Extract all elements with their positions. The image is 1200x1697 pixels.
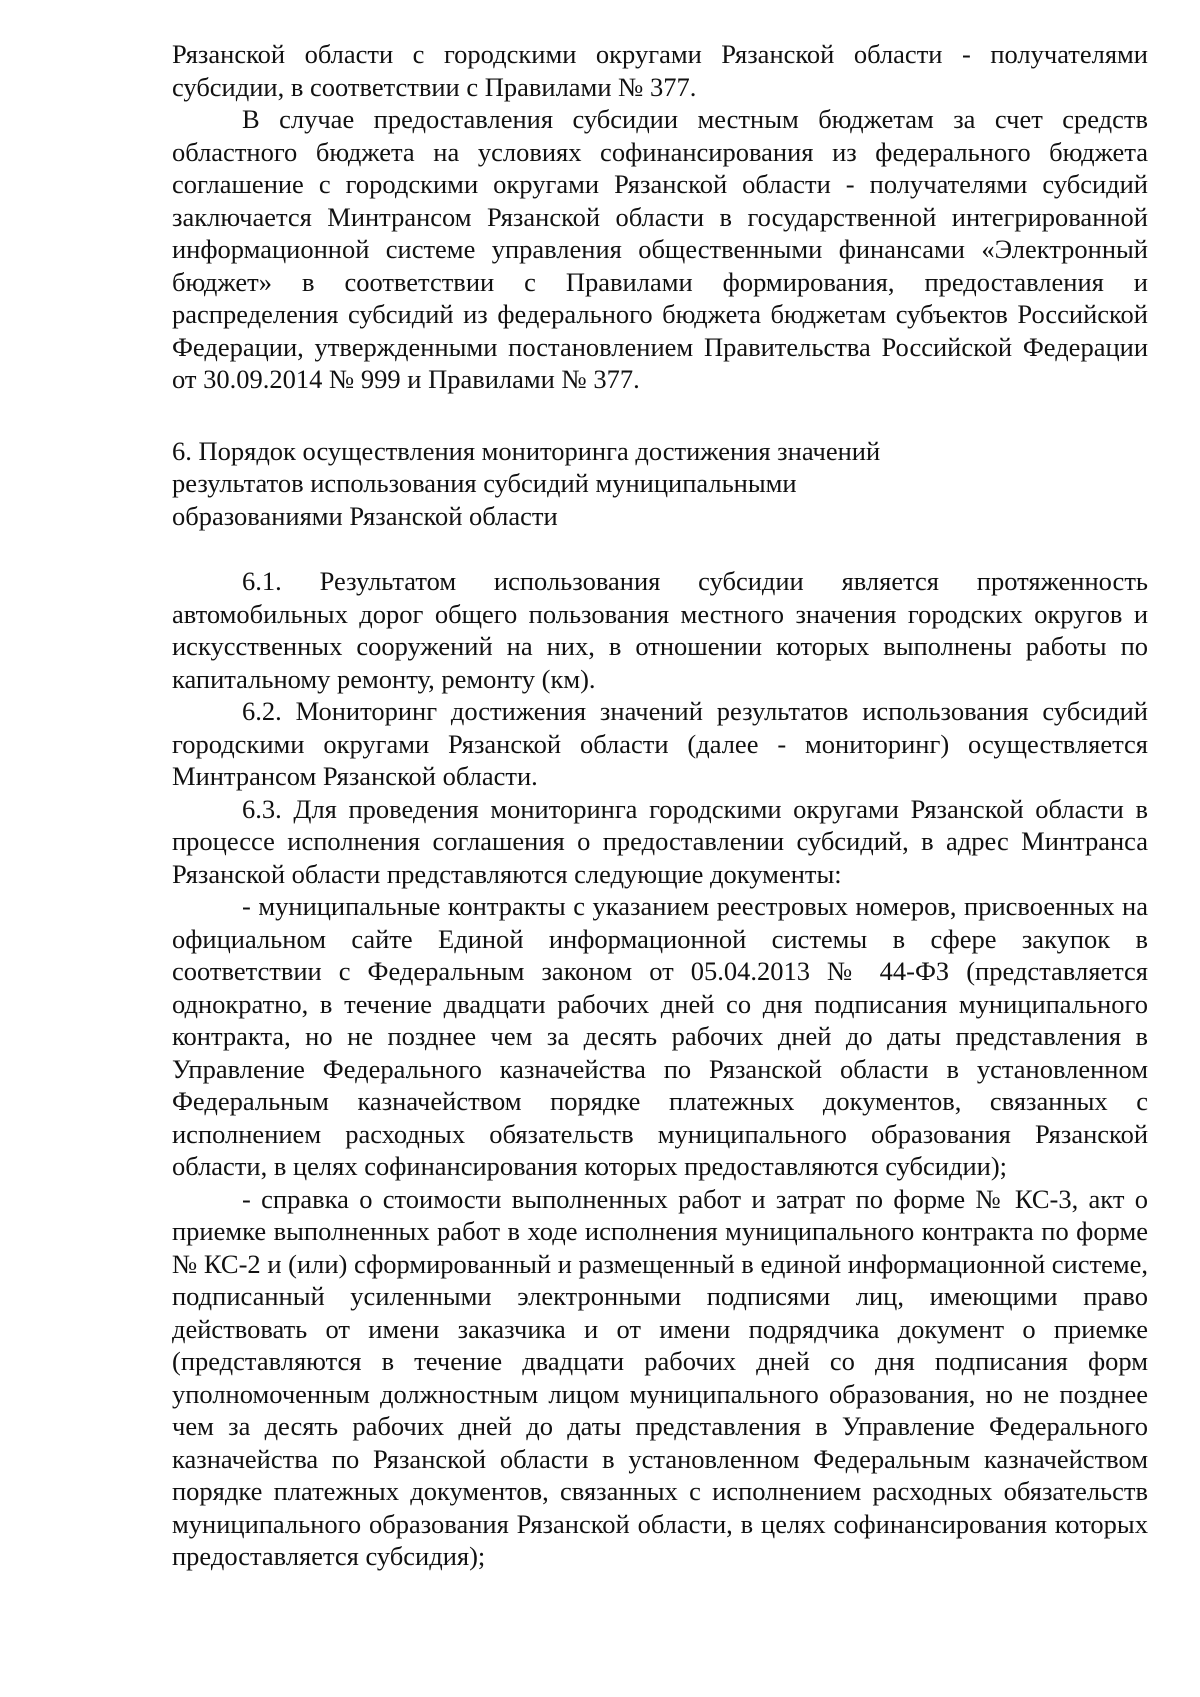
section-heading: [172, 435, 1148, 533]
paragraph-6-3: 6.3. Для проведения мониторинга городскими округами Рязанской области в процессе исполнения соглашения о предоставлении субсидий, в адрес Минтранса Рязанской области представляются следующие документы:: [172, 793, 1148, 889]
section-heading-line-3: образованиями Рязанской области: [172, 500, 558, 531]
paragraph-6-2: 6.2. Мониторинг достижения значений результатов использования субсидий городскими округами Рязанской области (далее - мониторинг) осуществляется Минтрансом Рязанской области.: [172, 696, 1148, 791]
paragraph-subsidy-case: В случае предоставления субсидии местным бюджетам за счет средств областного бюджета на условиях софинансирования из федерального бюджета соглашение с городскими округами Рязанской области - получателями субсидий заключается Минтрансом Рязанской области в государственной интегрированной информационной системе управления общественными финансами «Электронный бюджет» в соответствии с Правилами формирования, предоставления и распределения субсидий из федерального бюджета бюджетам субъектов Российской Федерации, утвержденными постановлением Правительства Российской Федерации от 30.09.2014 № 999 и Правилами № 377.: [172, 104, 1148, 394]
document-page: [172, 38, 1148, 1573]
list-item-municipal-contracts: - муниципальные контракты с указанием реестровых номеров, присвоенных на официальном сайте Единой информационной системы в сфере закупок в соответствии с Федеральным законом от 05.04.2013 № 44-ФЗ (представляется однократно, в течение двадцати рабочих дней со дня подписания муниципального контракта, но не позднее чем за десять рабочих дней до даты представления в Управление Федерального казначейства по Рязанской области в установленном Федеральным казначейством порядке платежных документов, связанных с исполнением расходных обязательств муниципального образования Рязанской области, в целях софинансирования которых предоставляются субсидии);: [172, 891, 1148, 1181]
section-heading-line-2: результатов использования субсидий муниципальными: [172, 468, 797, 498]
paragraph-6-1: 6.1. Результатом использования субсидии является протяженность автомобильных дорог общего пользования местного значения городских округов и искусственных сооружений на них, в отношении которых выполнены работы по капитальному ремонту, ремонту (км).: [172, 566, 1148, 694]
paragraph-intro: Рязанской области с городскими округами Рязанской области - получателями субсидии, в соответствии с Правилами № 377.: [172, 39, 1148, 102]
list-item-ks3-certificate: - справка о стоимости выполненных работ и затрат по форме № КС-3, акт о приемке выполненных работ в ходе исполнения муниципального контракта по форме № КС-2 и (или) сформированный и размещенный в единой информационной системе, подписанный усиленными электронными подписями лиц, имеющими право действовать от имени заказчика и от имени подрядчика документ о приемке (представляются в течение двадцати рабочих дней со дня подписания форм уполномоченным должностным лицом муниципального образования, но не позднее чем за десять рабочих дней до даты представления в Управление Федерального казначейства по Рязанской области в установленном Федеральным казначейством порядке платежных документов, связанных с исполнением расходных обязательств муниципального образования Рязанской области, в целях софинансирования которых предоставляется субсидия);: [172, 1183, 1148, 1571]
section-heading-line-1: 6. Порядок осуществления мониторинга достижения значений: [172, 435, 881, 466]
